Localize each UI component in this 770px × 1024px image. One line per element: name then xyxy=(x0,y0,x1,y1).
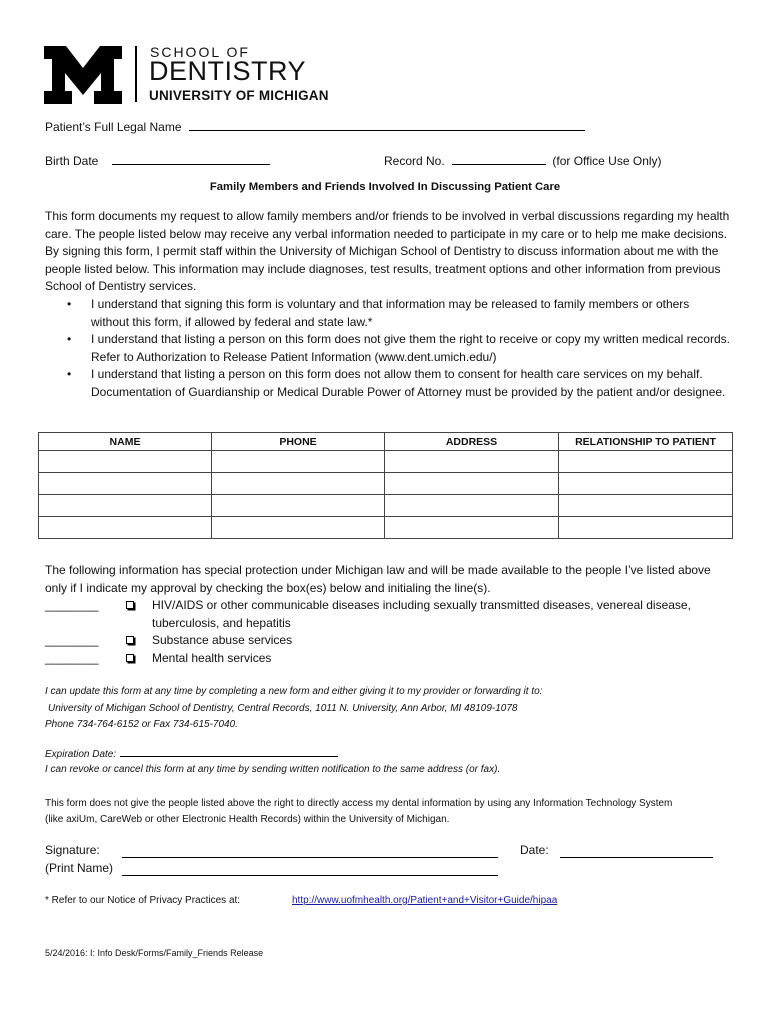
signature-field[interactable] xyxy=(122,857,498,858)
logo-dentistry: DENTISTRY xyxy=(149,56,307,86)
logo-divider xyxy=(135,46,137,102)
name-cell[interactable] xyxy=(39,517,212,539)
phone-cell[interactable] xyxy=(212,517,385,539)
table-row xyxy=(39,451,733,473)
special-item-substance-label: Substance abuse services xyxy=(152,633,293,647)
revoke-notice: I can revoke or cancel this form at any time by sending written notification to the same address (or fax). xyxy=(45,764,501,775)
signature-label: Signature: xyxy=(45,843,100,857)
column-header-relationship: RELATIONSHIP TO PATIENT xyxy=(559,433,733,451)
relationship-cell[interactable] xyxy=(559,473,733,495)
initial-line-mental[interactable]: ________ xyxy=(45,651,99,665)
patient-name-row xyxy=(45,118,585,134)
privacy-note: * Refer to our Notice of Privacy Practices at: xyxy=(45,895,241,906)
contacts-table xyxy=(38,432,733,539)
relationship-cell[interactable] xyxy=(559,495,733,517)
table-row xyxy=(39,473,733,495)
expiration-row xyxy=(45,746,338,760)
form-title: Family Members and Friends Involved In Discussing Patient Care xyxy=(209,181,561,193)
special-item-substance-row xyxy=(45,632,730,650)
logo-university: UNIVERSITY OF MICHIGAN xyxy=(149,88,329,103)
checkbox-hiv[interactable] xyxy=(126,601,134,609)
acknowledgement-item: • I understand that signing this form is voluntary and that information may be released to family members or others without this form, if allowed by federal and state law.* xyxy=(45,296,730,331)
address-cell[interactable] xyxy=(385,495,559,517)
office-use-note: (for Office Use Only) xyxy=(552,154,662,168)
logo-school-of: SCHOOL OF xyxy=(150,44,250,60)
update-line-1: I can update this form at any time by completing a new form and either giving it to my provider or forwarding it to: xyxy=(45,686,543,697)
expiration-date-field[interactable] xyxy=(120,746,338,757)
name-cell[interactable] xyxy=(39,473,212,495)
intro-paragraph: This form documents my request to allow family members and/or friends to be involved in verbal discussions regarding my health care. The people listed below may receive any verbal information needed to participate in my care or to help me make decisions. By signing this form, I permit staff within the University of Michigan School of Dentistry to discuss information about me with the people listed below. This information may include diagnoses, test results, treatment options and other information from previous School of Dentistry services. xyxy=(45,209,730,294)
table-row xyxy=(39,517,733,539)
update-phone-fax: Phone 734-764-6152 or Fax 734-615-7040. xyxy=(45,719,238,730)
address-cell[interactable] xyxy=(385,451,559,473)
special-item-mental-label: Mental health services xyxy=(152,651,272,665)
special-item-hiv-row xyxy=(45,597,730,632)
special-item-mental-row xyxy=(45,650,730,668)
birth-date-label: Birth Date xyxy=(45,154,99,168)
phone-cell[interactable] xyxy=(212,451,385,473)
access-disclaimer: This form does not give the people listed above the right to directly access my dental information by using any Information Technology System (like axiUm, CareWeb or other Electronic Health Records) within the University of Michigan. xyxy=(45,798,673,825)
print-name-field[interactable] xyxy=(122,875,498,876)
initial-line-substance[interactable]: ________ xyxy=(45,633,99,647)
special-protection-text: The following information has special protection under Michigan law and will be made available to the people I’ve listed above only if I indicate my approval by checking the box(es) below and initialing the line(s). xyxy=(45,563,711,595)
name-cell[interactable] xyxy=(39,451,212,473)
checkbox-mental[interactable] xyxy=(126,654,134,662)
footer-revision: 5/24/2016: I: Info Desk/Forms/Family_Friends Release xyxy=(45,948,264,958)
expiration-label: Expiration Date: xyxy=(45,749,117,760)
date-label: Date: xyxy=(520,843,549,857)
column-header-address: ADDRESS xyxy=(385,433,559,451)
special-item-hiv-label: HIV/AIDS or other communicable diseases including sexually transmitted diseases, venereal disease, tuberculosis, and hepatitis xyxy=(152,598,691,630)
record-no-field[interactable] xyxy=(452,152,546,165)
date-field[interactable] xyxy=(560,857,713,858)
address-cell[interactable] xyxy=(385,473,559,495)
address-cell[interactable] xyxy=(385,517,559,539)
intro-section xyxy=(45,208,730,402)
phone-cell[interactable] xyxy=(212,473,385,495)
record-no-row xyxy=(384,152,662,168)
acknowledgement-list xyxy=(45,296,730,402)
column-header-name: NAME xyxy=(39,433,212,451)
checkbox-substance[interactable] xyxy=(126,636,134,644)
university-block-m-logo xyxy=(44,46,122,104)
relationship-cell[interactable] xyxy=(559,451,733,473)
table-header-row xyxy=(39,433,733,451)
name-cell[interactable] xyxy=(39,495,212,517)
privacy-link[interactable]: http://www.uofmhealth.org/Patient+and+Visitor+Guide/hipaa xyxy=(292,895,558,906)
record-no-label: Record No. xyxy=(384,154,445,168)
patient-name-field[interactable] xyxy=(189,118,585,131)
update-info xyxy=(45,684,735,734)
table-row xyxy=(39,495,733,517)
column-header-phone: PHONE xyxy=(212,433,385,451)
birth-date-row xyxy=(45,152,270,168)
acknowledgement-item: • I understand that listing a person on this form does not give them the right to receive or copy my written medical records. Refer to Authorization to Release Patient Information (www.dent.umich.edu/) xyxy=(45,331,730,366)
update-address: University of Michigan School of Dentistry, Central Records, 1011 N. University, Ann Arbor, MI 48109-1078 xyxy=(48,702,518,714)
patient-name-label: Patient’s Full Legal Name xyxy=(45,120,182,134)
phone-cell[interactable] xyxy=(212,495,385,517)
birth-date-field[interactable] xyxy=(112,152,270,165)
acknowledgement-item: • I understand that listing a person on this form does not allow them to consent for health care services on my behalf. Documentation of Guardianship or Medical Durable Power of Attorney must be provided by the patient and/or designee. xyxy=(45,366,730,401)
relationship-cell[interactable] xyxy=(559,517,733,539)
print-name-label: (Print Name) xyxy=(45,861,114,875)
initial-line-hiv[interactable]: ________ xyxy=(45,598,99,612)
